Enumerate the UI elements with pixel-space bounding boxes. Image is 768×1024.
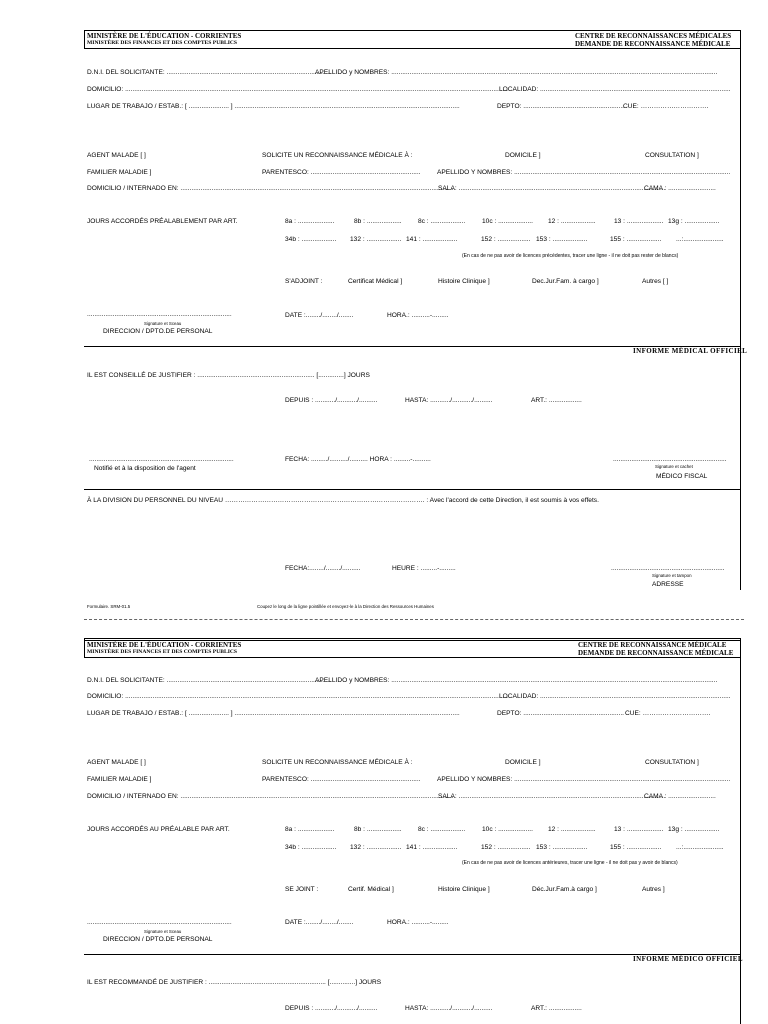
form2-signature-label: Signature et Sceau bbox=[144, 929, 182, 934]
form1-top-border bbox=[84, 30, 740, 31]
form1-art-field[interactable]: 10c : ................... bbox=[482, 218, 533, 225]
form2-top-border bbox=[84, 638, 740, 639]
form1-from-field[interactable]: DEPUIS : .........../.........../.......... bbox=[285, 397, 378, 404]
form2-until-field[interactable]: HASTA: .........../.........../.......... bbox=[405, 1005, 493, 1012]
form2-art-field[interactable]: ...:...................... bbox=[676, 844, 724, 851]
form1-art-field[interactable]: 141 : ................... bbox=[406, 236, 458, 243]
form1-signature-label: Signature et Sceau bbox=[144, 321, 182, 326]
form1-doctor-line[interactable]: .............................................................. bbox=[613, 456, 727, 463]
form1-locality-field[interactable]: LOCALIDAD: ........................................................................................................ bbox=[499, 86, 731, 93]
form1-art-field[interactable]: 152 : .................. bbox=[481, 236, 531, 243]
form2-dept-field[interactable]: DEPTO: ....................................................... bbox=[497, 710, 625, 717]
form1-hospitalized-field[interactable]: DOMICILIO / INTERNADO EN: ..................................................................................................................................................... bbox=[87, 185, 454, 192]
form2-left-border bbox=[84, 638, 85, 658]
form2-medical-report-title: INFORME MÉDICO OFFICIEL bbox=[633, 955, 743, 963]
form1-dept-field[interactable]: DEPTO: ....................................................... bbox=[497, 103, 625, 110]
form1-medical-report-title: INFORME MÉDICAL OFFICIEL bbox=[633, 347, 748, 355]
form1-workplace-field[interactable]: LUGAR DE TRABAJO / ESTAB.: [ ...................... ] ........................................................................................................................... bbox=[87, 103, 460, 110]
form1-time-field[interactable]: HORA.: ..........-......... bbox=[387, 312, 449, 319]
form1-left-border bbox=[84, 30, 85, 49]
form1-room-field[interactable]: SALA: ................................................................................................................. bbox=[438, 185, 666, 192]
form1-date-field[interactable]: DATE :......../......../........ bbox=[285, 312, 354, 319]
form2-article-field[interactable]: ART.: .................. bbox=[531, 1005, 582, 1012]
form2-header-border bbox=[84, 657, 740, 658]
form2-consultation-checkbox[interactable]: CONSULTATION ] bbox=[645, 759, 699, 766]
form1-request-label: SOLICITE UN RECONNAISSANCE MÉDICALE À : bbox=[262, 152, 413, 159]
form2-workplace-field[interactable]: LUGAR DE TRABAJO / ESTAB.: [ ...................... ] ........................................................................................................................... bbox=[87, 710, 460, 717]
form1-art-field[interactable]: 153 : ................... bbox=[536, 236, 588, 243]
form1-until-field[interactable]: HASTA: .........../.........../.......... bbox=[405, 397, 493, 404]
form1-name-field[interactable]: APELLIDO y NOMBRES: .................................................................................................................................................................................. bbox=[315, 69, 718, 76]
form2-art-field[interactable]: 8b : ................... bbox=[354, 826, 402, 833]
form1-right-border bbox=[740, 30, 741, 590]
form2-ministry-subtitle: MINISTÈRE DES FINANCES ET DES COMPTES PUBLICS bbox=[87, 649, 238, 655]
form2-right-border bbox=[740, 638, 741, 1024]
form1-art-field[interactable]: 8a : .................... bbox=[285, 218, 335, 225]
form1-art-field[interactable]: ...:...................... bbox=[676, 236, 724, 243]
form2-direction-label: DIRECCION / DPTO.DE PERSONAL bbox=[103, 936, 213, 943]
form2-family-sick-checkbox[interactable]: FAMILIER MALADIE ] bbox=[87, 776, 152, 783]
form1-justify-field[interactable]: IL EST CONSEILLÉ DE JUSTIFIER : ................................................................ [..............] JOURS bbox=[87, 372, 370, 379]
form1-clinical-history-checkbox[interactable]: Histoire Clinique ] bbox=[438, 278, 490, 285]
form1-art-field[interactable]: 132 : ................... bbox=[350, 236, 402, 243]
form1-header-border bbox=[84, 48, 740, 49]
form1-home-checkbox[interactable]: DOMICILE ] bbox=[505, 152, 541, 159]
form2-clinical-history-checkbox[interactable]: Histoire Clinique ] bbox=[438, 886, 490, 893]
form1-agent-sick-checkbox[interactable]: AGENT MALADE [ ] bbox=[87, 152, 146, 159]
form2-hospitalized-field[interactable]: DOMICILIO / INTERNADO EN: ..................................................................................................................................................... bbox=[87, 793, 454, 800]
form1-relationship-field[interactable]: PARENTESCO: ............................................................ bbox=[262, 169, 421, 176]
form1-stamp-label: Signature et cachet bbox=[655, 464, 693, 469]
form2-signature-line[interactable]: ............................................................................... bbox=[87, 919, 232, 926]
form2-art-field[interactable]: 155 : ................... bbox=[610, 844, 662, 851]
form2-bed-field[interactable]: CAMA : .......................... bbox=[644, 793, 716, 800]
form1-tampon-label: Signature et tampon bbox=[652, 573, 692, 578]
form1-direction-label: DIRECCION / DPTO.DE PERSONAL bbox=[103, 328, 213, 335]
form2-art-field[interactable]: 153 : ................... bbox=[536, 844, 588, 851]
form2-family-name-field[interactable]: APELLIDO Y NOMBRES: ...................................................................................................................... bbox=[437, 776, 731, 783]
form2-date-field[interactable]: DATE :......../......../........ bbox=[285, 919, 354, 926]
form1-article-field[interactable]: ART.: .................. bbox=[531, 397, 582, 404]
form1-certificate-checkbox[interactable]: Certificat Médical ] bbox=[348, 278, 403, 285]
form2-certificate-checkbox[interactable]: Certif. Médical ] bbox=[348, 886, 394, 893]
form-code: Formulaire. SRM-01.5 bbox=[87, 604, 131, 609]
form1-art-field[interactable]: 8c : ................... bbox=[418, 218, 466, 225]
form1-divider-2 bbox=[84, 489, 740, 490]
form2-time-field[interactable]: HORA.: ..........-......... bbox=[387, 919, 449, 926]
cut-instruction: Coupez le long de la ligne pointillée et envoyez-le à la Direction des Ressources Humaines bbox=[257, 604, 434, 609]
form1-address-signature-line[interactable]: .............................................................. bbox=[611, 565, 725, 572]
form1-art-field[interactable]: 13g : ................... bbox=[668, 218, 720, 225]
form1-consultation-checkbox[interactable]: CONSULTATION ] bbox=[645, 152, 699, 159]
form2-dni-field[interactable]: D.N.I. DEL SOLICITANTE: .......................................................................................... bbox=[87, 677, 332, 684]
form1-date-field-2[interactable]: FECHA:......../......../.......... bbox=[285, 565, 361, 572]
form1-ministry-subtitle: MINISTÈRE DES FINANCES ET DES COMPTES PUBLICS bbox=[87, 40, 238, 46]
form2-blank-note: (En cas de ne pas avoir de licences antérieures, tracer une ligne - il ne doit pas y avoir de blancs) bbox=[462, 860, 678, 866]
form1-division-field[interactable]: À LA DIVISION DU PERSONNEL DU NIVEAU ………………………………………………………………………………. : Avec l'accord de cette Direction, il est soumis à vos effets. bbox=[87, 497, 599, 504]
form2-other-checkbox[interactable]: Autres ] bbox=[642, 886, 665, 893]
form1-date-time-field[interactable]: FECHA: ........./........../.......... HORA : .........-.......... bbox=[285, 456, 431, 463]
form1-attached-label: S'ADJOINT : bbox=[285, 278, 323, 285]
form1-art-field[interactable]: 155 : ................... bbox=[610, 236, 662, 243]
form2-agent-sick-checkbox[interactable]: AGENT MALADE [ ] bbox=[87, 759, 146, 766]
form1-notify-label: Notifié et à la disposition de l'agent bbox=[94, 465, 196, 472]
form2-cue-field[interactable]: CUE: …………………………. bbox=[625, 710, 711, 717]
form2-home-checkbox[interactable]: DOMICILE ] bbox=[505, 759, 541, 766]
form1-signature-line[interactable]: ............................................................................... bbox=[87, 311, 232, 318]
form2-locality-field[interactable]: LOCALIDAD: ........................................................................................................ bbox=[499, 693, 731, 700]
form2-art-field[interactable]: 8c : ................... bbox=[418, 826, 466, 833]
form1-center-title: CENTRE DE RECONNAISSANCES MÉDICALES bbox=[575, 32, 732, 40]
form1-art-field[interactable]: 13 : .................... bbox=[614, 218, 664, 225]
form1-art-field[interactable]: 12 : ................... bbox=[548, 218, 596, 225]
form2-art-field[interactable]: 12 : ................... bbox=[548, 826, 596, 833]
form2-art-field[interactable]: 10c : ................... bbox=[482, 826, 533, 833]
form1-address-field[interactable]: DOMICILIO: ................................................................................................................................................................................................................. bbox=[87, 86, 508, 93]
form1-dni-field[interactable]: D.N.I. DEL SOLICITANTE: .......................................................................................... bbox=[87, 69, 332, 76]
form1-address-label: ADRESSE bbox=[652, 581, 684, 588]
form2-days-label: JOURS ACCORDÉS AU PRÉALABLE PAR ART. bbox=[87, 826, 230, 833]
form2-attached-label: SE JOINT : bbox=[285, 886, 319, 893]
form2-art-field[interactable]: 141 : ................... bbox=[406, 844, 458, 851]
form1-ministry-title: MINISTÈRE DE L'ÉDUCATION - CORRIENTES bbox=[87, 32, 242, 40]
form1-art-field[interactable]: 8b : ................... bbox=[354, 218, 402, 225]
form2-from-field[interactable]: DEPUIS : .........../.........../.......... bbox=[285, 1005, 378, 1012]
form1-blank-note: (En cas de ne pas avoir de licences précédentes, tracer une ligne - il ne doit pas rester de blancs) bbox=[462, 253, 679, 259]
form2-art-field[interactable]: 152 : .................. bbox=[481, 844, 531, 851]
form1-bed-field[interactable]: CAMA : .......................... bbox=[644, 185, 716, 192]
form2-art-field[interactable]: 132 : ................... bbox=[350, 844, 402, 851]
form1-other-checkbox[interactable]: Autres [ ] bbox=[642, 278, 669, 285]
form2-ministry-title: MINISTÈRE DE L'ÉDUCATION - CORRIENTES bbox=[87, 641, 242, 649]
form1-declaration-checkbox[interactable]: Dec.Jur.Fam. à cargo ] bbox=[532, 278, 599, 285]
form1-doctor-label: MÉDICO FISCAL bbox=[656, 473, 708, 480]
form1-hour-field[interactable]: HEURE : .........-......... bbox=[392, 565, 456, 572]
form2-request-label: SOLICITE UN RECONNAISSANCE MÉDICALE À : bbox=[262, 759, 413, 766]
form2-art-field[interactable]: 13 : .................... bbox=[614, 826, 664, 833]
form2-declaration-checkbox[interactable]: Déc.Jur.Fam.à cargo ] bbox=[532, 886, 597, 893]
form2-relationship-field[interactable]: PARENTESCO: ............................................................ bbox=[262, 776, 421, 783]
form1-cue-field[interactable]: CUE: …………………………. bbox=[623, 103, 709, 110]
form2-art-field[interactable]: 8a : .................... bbox=[285, 826, 335, 833]
form1-art-field[interactable]: 34b : ................... bbox=[285, 236, 337, 243]
form1-notify-line[interactable]: ............................................................................... bbox=[89, 456, 234, 463]
form2-art-field[interactable]: 34b : ................... bbox=[285, 844, 337, 851]
form2-room-field[interactable]: SALA: ................................................................................................................. bbox=[438, 793, 666, 800]
form2-art-field[interactable]: 13g : ................... bbox=[668, 826, 720, 833]
form1-family-sick-checkbox[interactable]: FAMILIER MALADIE ] bbox=[87, 169, 152, 176]
form2-name-field[interactable]: APELLIDO y NOMBRES: .................................................................................................................................................................................. bbox=[315, 677, 718, 684]
form1-family-name-field[interactable]: APELLIDO Y NOMBRES: ...................................................................................................................... bbox=[437, 169, 731, 176]
cut-line bbox=[84, 619, 744, 620]
form2-address-field[interactable]: DOMICILIO: ................................................................................................................................................................................................................. bbox=[87, 693, 508, 700]
form2-center-title: CENTRE DE RECONNAISSANCE MÉDICALE bbox=[578, 641, 727, 649]
form1-request-title: DEMANDE DE RECONNAISSANCE MÉDICALE bbox=[575, 40, 731, 48]
form2-request-title: DEMANDE DE RECONNAISSANCE MÉDICALE bbox=[578, 649, 734, 657]
form1-days-label: JOURS ACCORDÉS PRÉALABLEMENT PAR ART. bbox=[87, 218, 238, 225]
form2-justify-field[interactable]: IL EST RECOMMANDÉ DE JUSTIFIER : ................................................................ [..............] JOURS bbox=[87, 979, 382, 986]
